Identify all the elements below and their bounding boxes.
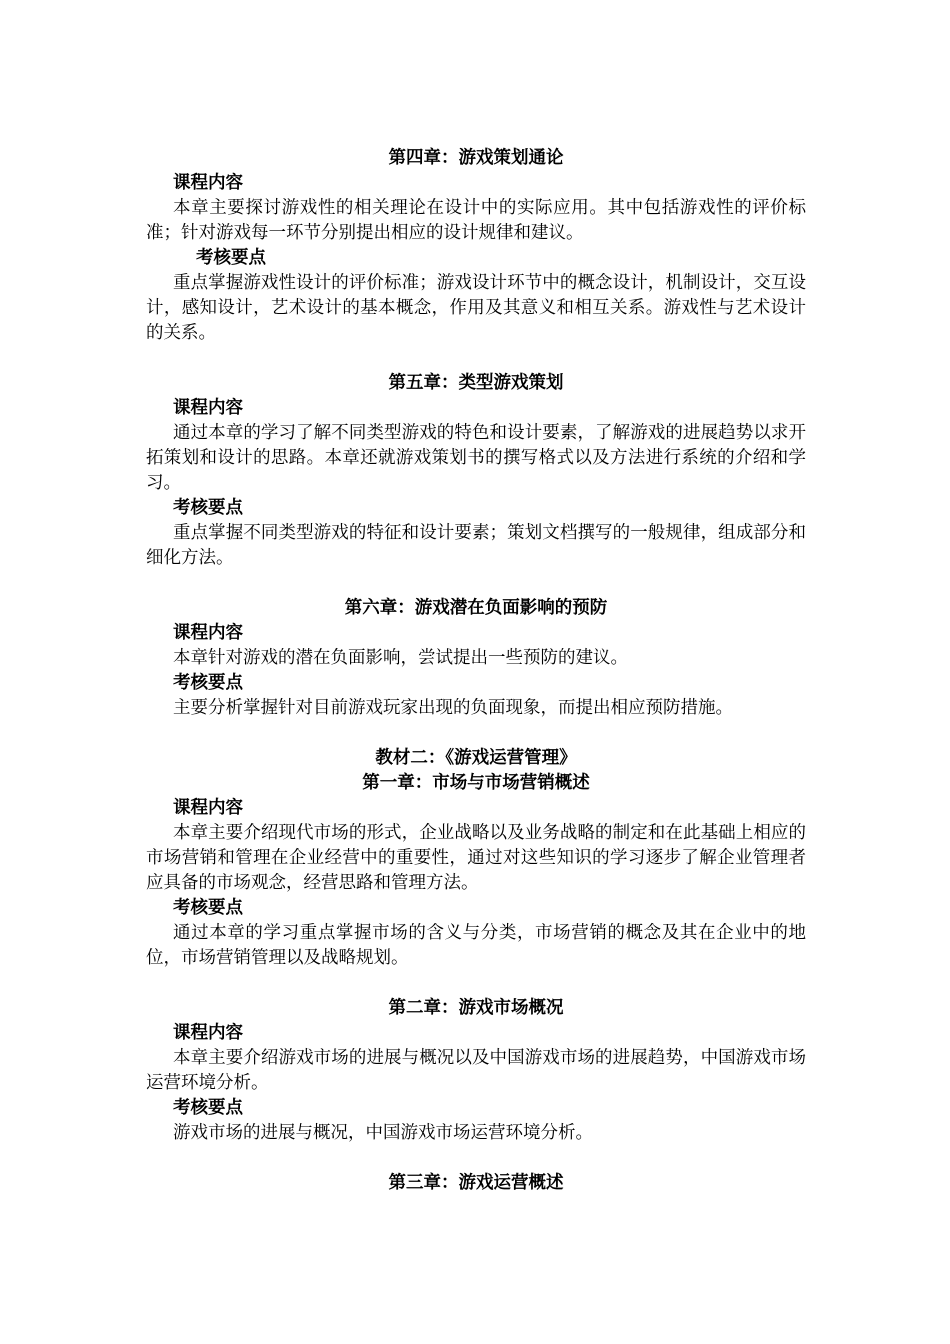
chapter-title: 第一章：市场与市场营销概述 [362,773,590,793]
exam-paragraph: 通过本章的学习重点掌握市场的含义与分类，市场营销的概念及其在企业中的地位，市场营销管理以及战略规划。 [146,923,806,968]
exam-paragraph: 重点掌握游戏性设计的评价标准；游戏设计环节中的概念设计，机制设计，交互设计，感知设计，艺术设计的基本概念，作用及其意义和相互关系。游戏性与艺术设计的关系。 [146,273,806,343]
chapter-title: 第四章：游戏策划通论 [388,148,564,168]
exam-heading: 考核要点 [173,898,243,918]
section-gap [146,971,806,996]
exam-heading: 考核要点 [173,498,243,518]
content-paragraph: 通过本章的学习了解不同类型游戏的特色和设计要素，了解游戏的进展趋势以求开拓策划和设计的思路。本章还就游戏策划书的撰写格式以及方法进行系统的介绍和学习。 [146,423,806,493]
exam-paragraph: 游戏市场的进展与概况，中国游戏市场运营环境分析。 [173,1123,593,1143]
chapter-title: 第二章：游戏市场概况 [388,998,564,1018]
chapter-title: 第六章：游戏潜在负面影响的预防 [344,598,608,618]
content-heading: 课程内容 [173,398,243,418]
section-gap [146,1146,806,1171]
content-paragraph: 本章主要介绍游戏市场的进展与概况以及中国游戏市场的进展趋势，中国游戏市场运营环境分析。 [146,1048,806,1093]
content-heading: 课程内容 [173,623,243,643]
exam-paragraph: 主要分析掌握针对目前游戏玩家出现的负面现象，而提出相应预防措施。 [173,698,733,718]
content-paragraph: 本章主要探讨游戏性的相关理论在设计中的实际应用。其中包括游戏性的评价标准；针对游戏每一环节分别提出相应的设计规律和建议。 [146,198,806,243]
chapter-title: 第五章：类型游戏策划 [388,373,564,393]
section-gap [146,721,806,746]
exam-heading: 考核要点 [173,1098,243,1118]
content-paragraph: 本章针对游戏的潜在负面影响，尝试提出一些预防的建议。 [173,648,628,668]
content-heading: 课程内容 [173,173,243,193]
content-heading: 课程内容 [173,1023,243,1043]
content-paragraph: 本章主要介绍现代市场的形式，企业战略以及业务战略的制定和在此基础上相应的市场营销和管理在企业经营中的重要性，通过对这些知识的学习逐步了解企业管理者应具备的市场观念，经营思路和管理方法。 [146,823,806,893]
exam-heading: 考核要点 [196,248,266,268]
exam-heading: 考核要点 [173,673,243,693]
chapter-title: 第三章：游戏运营概述 [388,1173,564,1193]
section-gap [146,571,806,596]
section-gap [146,346,806,371]
content-heading: 课程内容 [173,798,243,818]
document-page [146,146,806,1196]
exam-paragraph: 重点掌握不同类型游戏的特征和设计要素；策划文档撰写的一般规律，组成部分和细化方法。 [146,523,806,568]
book-title: 教材二：《游戏运营管理》 [375,748,577,768]
